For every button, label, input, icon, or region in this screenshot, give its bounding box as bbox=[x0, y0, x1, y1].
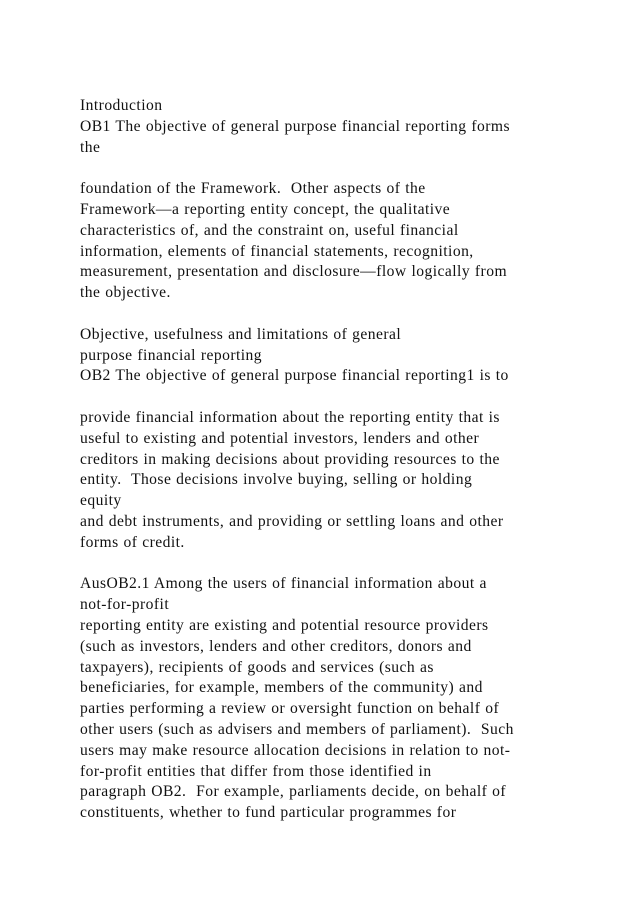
text-line: information, elements of financial statements, recognition, bbox=[80, 242, 474, 260]
text-line: Framework—a reporting entity concept, the qualitative bbox=[80, 200, 451, 218]
text-line bbox=[80, 387, 600, 408]
text-line: AusOB2.1 Among the users of financial information about a bbox=[80, 575, 487, 593]
text-line: the bbox=[80, 138, 101, 156]
text-line bbox=[80, 158, 600, 179]
text-line: not-for-profit bbox=[80, 596, 170, 614]
text-line: provide financial information about the reporting entity that is bbox=[80, 408, 500, 426]
text-line: useful to existing and potential investors, lenders and other bbox=[80, 429, 480, 447]
text-line: entity. Those decisions involve buying, selling or holding bbox=[80, 471, 473, 489]
text-line: the objective. bbox=[80, 284, 171, 302]
text-line: taxpayers), recipients of goods and services (such as bbox=[80, 658, 434, 676]
text-line: beneficiaries, for example, members of the community) and bbox=[80, 679, 483, 697]
text-line: (such as investors, lenders and other creditors, donors and bbox=[80, 637, 472, 655]
text-line: parties performing a review or oversight function on behalf of bbox=[80, 700, 500, 718]
text-line: Objective, usefulness and limitations of general bbox=[80, 325, 402, 343]
text-line: Introduction bbox=[80, 97, 163, 114]
text-line: forms of credit. bbox=[80, 533, 185, 551]
document-body bbox=[80, 96, 600, 824]
text-line bbox=[80, 554, 600, 575]
text-line: purpose financial reporting bbox=[80, 346, 263, 364]
text-line: OB1 The objective of general purpose financial reporting forms bbox=[80, 117, 510, 135]
text-line: characteristics of, and the constraint on, useful financial bbox=[80, 221, 459, 239]
text-line: creditors in making decisions about providing resources to the bbox=[80, 450, 500, 468]
text-line: OB2 The objective of general purpose financial reporting1 is to bbox=[80, 367, 509, 385]
text-line: equity bbox=[80, 492, 122, 510]
text-line bbox=[80, 304, 600, 325]
text-line: users may make resource allocation decisions in relation to not- bbox=[80, 741, 511, 759]
text-line: for-profit entities that differ from those identified in bbox=[80, 762, 432, 780]
text-line: reporting entity are existing and potential resource providers bbox=[80, 616, 489, 634]
text-line: paragraph OB2. For example, parliaments decide, on behalf of bbox=[80, 783, 506, 801]
text-line: foundation of the Framework. Other aspects of the bbox=[80, 180, 426, 198]
text-line: other users (such as advisers and members of parliament). Such bbox=[80, 720, 514, 738]
text-line: constituents, whether to fund particular programmes for bbox=[80, 804, 457, 822]
text-line: measurement, presentation and disclosure—flow logically from bbox=[80, 263, 508, 281]
text-line: and debt instruments, and providing or settling loans and other bbox=[80, 512, 504, 530]
